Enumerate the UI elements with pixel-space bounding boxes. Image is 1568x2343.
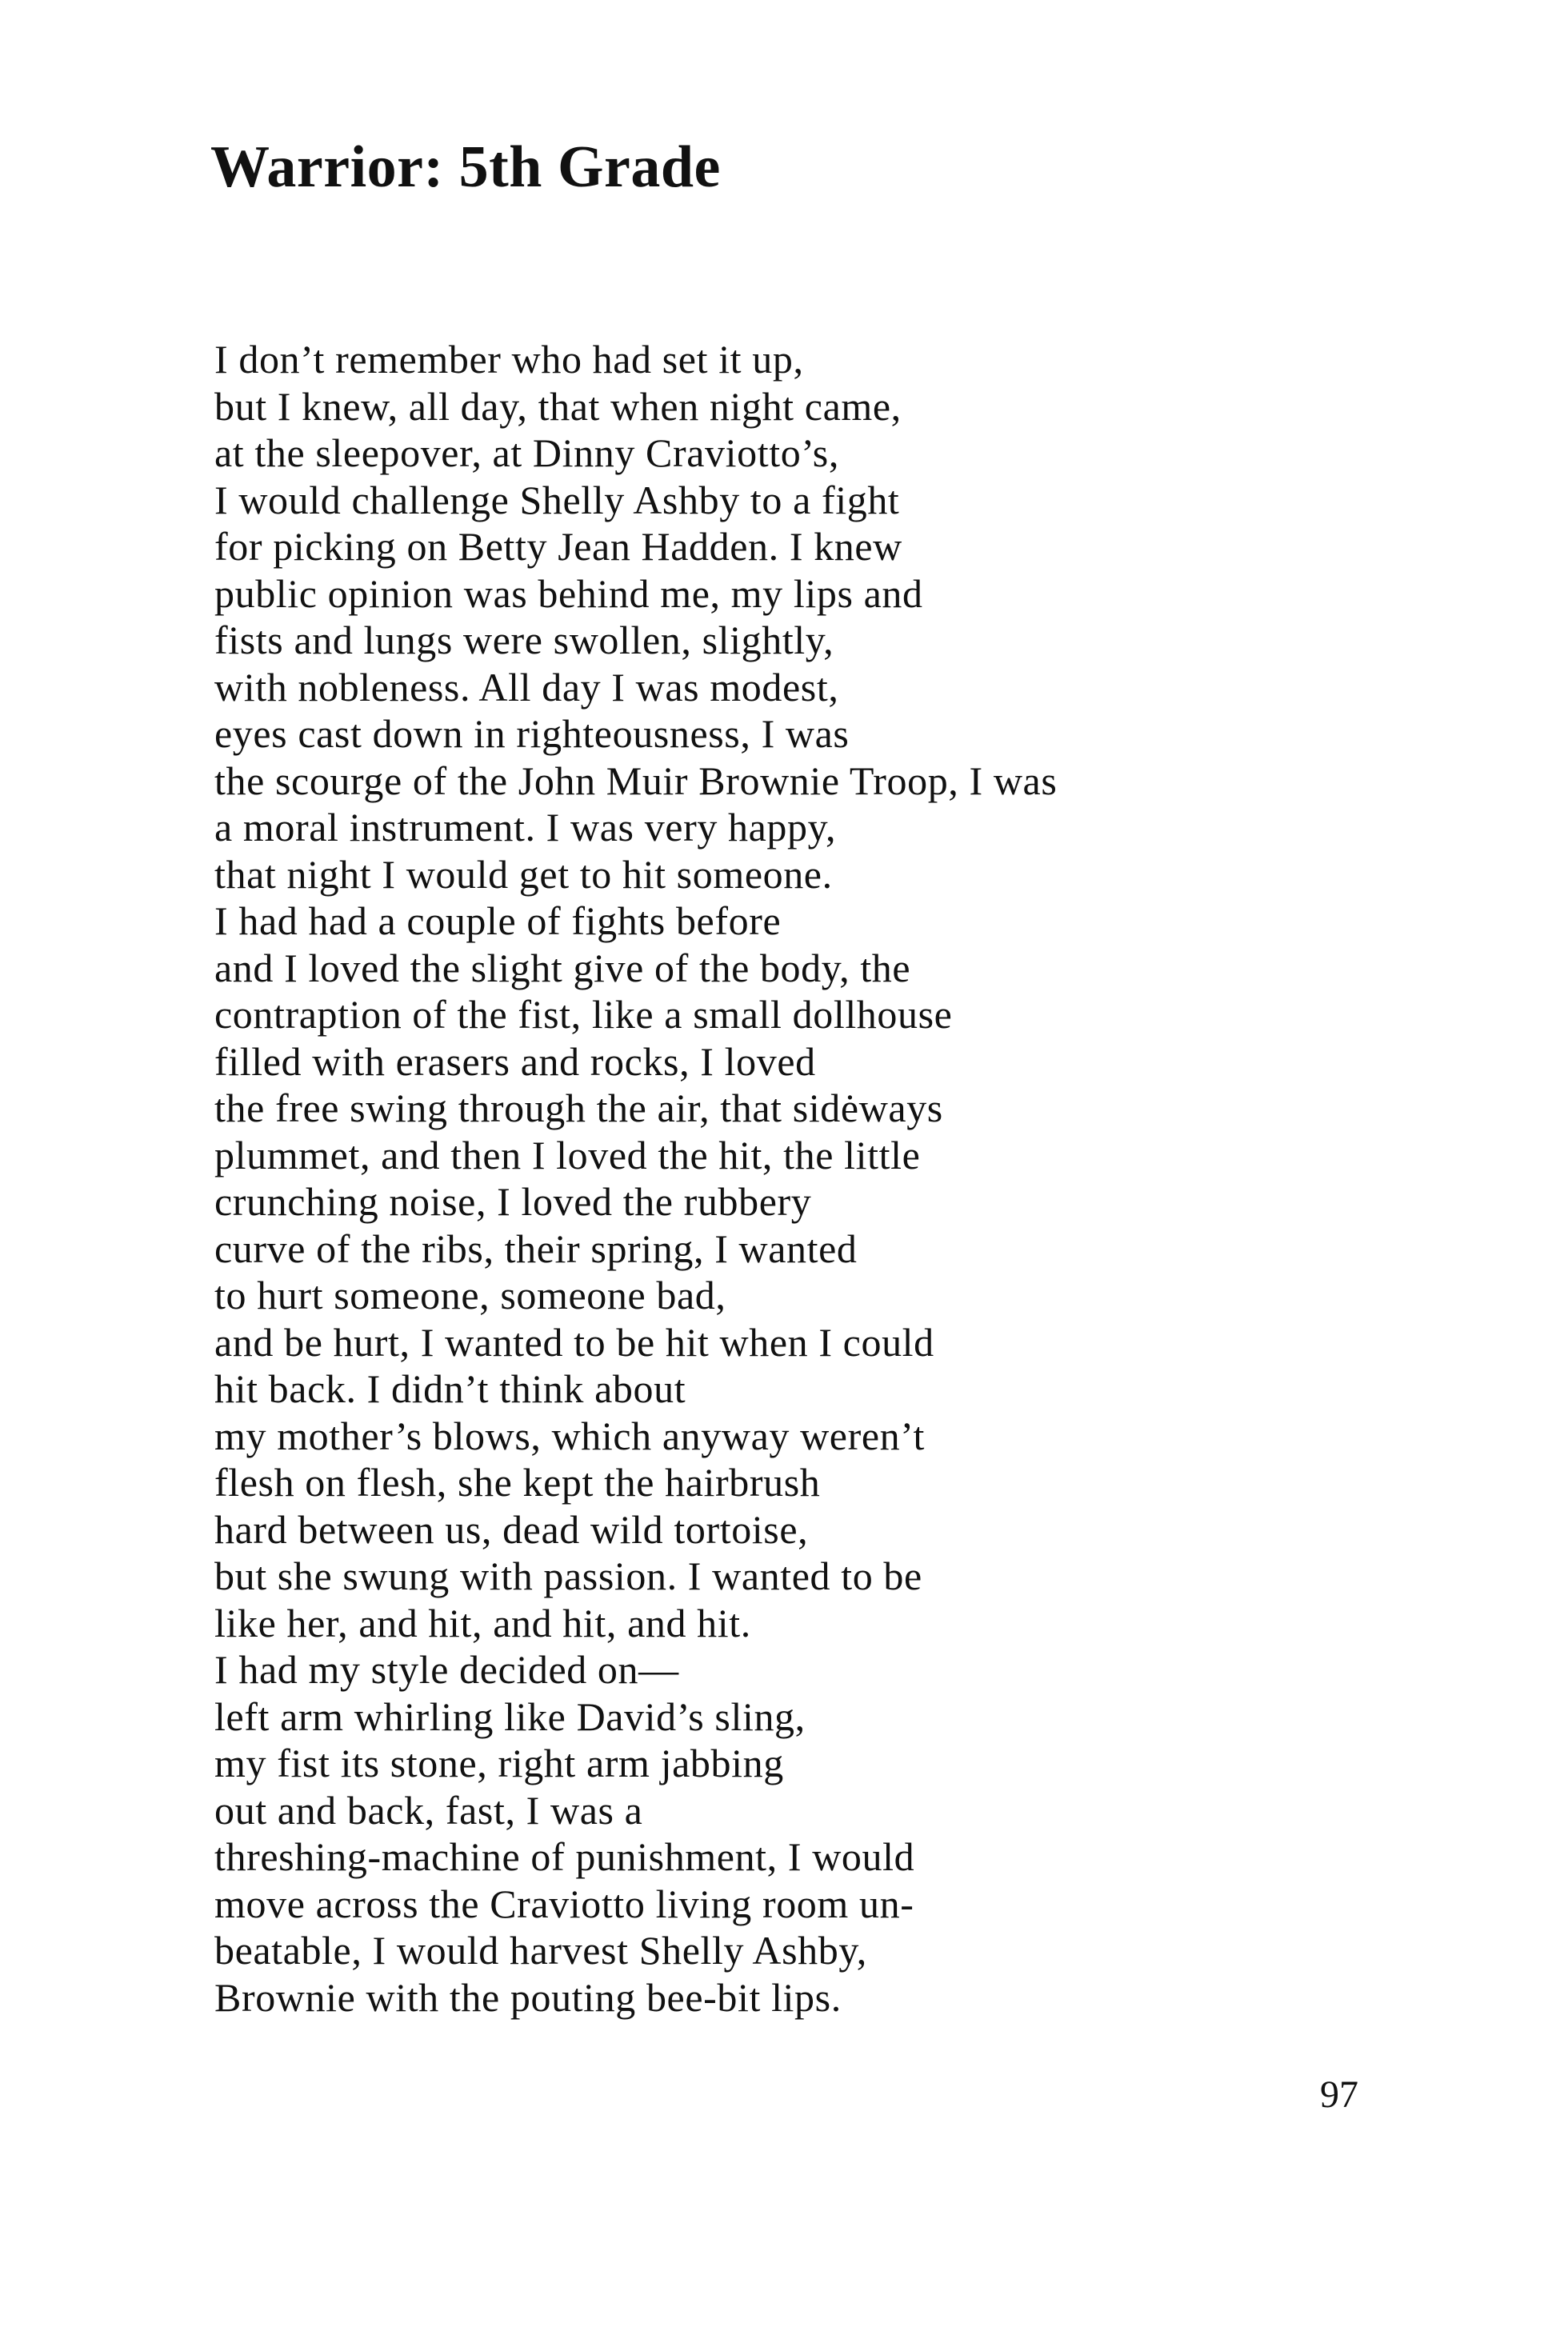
poem-line: I would challenge Shelly Ashby to a fight bbox=[214, 477, 900, 522]
poem-line: my fist its stone, right arm jabbing bbox=[214, 1741, 784, 1785]
poem-line: plummet, and then I loved the hit, the little bbox=[214, 1132, 921, 1177]
poem-line: eyes cast down in righteousness, I was bbox=[214, 711, 850, 756]
poem-line: to hurt someone, someone bad, bbox=[214, 1273, 726, 1317]
poem-line: a moral instrument. I was very happy, bbox=[214, 805, 837, 850]
poem-line: that night I would get to hit someone. bbox=[214, 851, 833, 897]
poem-line: and I loved the slight give of the body, the bbox=[214, 945, 911, 990]
poem-line: but she swung with passion. I wanted to be bbox=[214, 1553, 922, 1598]
poem-line: contraption of the fist, like a small dollhouse bbox=[214, 992, 953, 1037]
poem-line: curve of the ribs, their spring, I wanted bbox=[214, 1225, 858, 1271]
poem-title: Warrior: 5th Grade bbox=[210, 134, 721, 200]
poem-line: I don’t remember who had set it up, bbox=[214, 337, 804, 382]
poem-line: with nobleness. All day I was modest, bbox=[214, 664, 839, 710]
poem-line: public opinion was behind me, my lips and bbox=[214, 570, 923, 616]
poem-line: threshing-machine of punishment, I would bbox=[214, 1834, 915, 1879]
poem-line: the scourge of the John Muir Brownie Troop, I was bbox=[214, 758, 1058, 803]
poem-line: crunching noise, I loved the rubbery bbox=[214, 1179, 812, 1224]
poem-line: I had my style decided on— bbox=[214, 1647, 679, 1692]
poem-line: hit back. I didn’t think about bbox=[214, 1366, 686, 1411]
page-number: 97 bbox=[1320, 2073, 1358, 2116]
poem-line: and be hurt, I wanted to be hit when I could bbox=[214, 1319, 934, 1365]
poem-line: the free swing through the air, that sidėways bbox=[214, 1086, 943, 1130]
poem-line: beatable, I would harvest Shelly Ashby, bbox=[214, 1928, 867, 1973]
poem-line: out and back, fast, I was a bbox=[214, 1787, 643, 1833]
poem-line: flesh on flesh, she kept the hairbrush bbox=[214, 1460, 821, 1505]
poem-body bbox=[214, 336, 1057, 2021]
poem-line: at the sleepover, at Dinny Craviotto’s, bbox=[214, 430, 839, 475]
poem-line: but I knew, all day, that when night came, bbox=[214, 383, 902, 429]
poem-line: I had had a couple of fights before bbox=[214, 898, 782, 943]
poem-line: Brownie with the pouting bee-bit lips. bbox=[214, 1974, 842, 2020]
poem-line: move across the Craviotto living room un- bbox=[214, 1881, 914, 1926]
poem-line: fists and lungs were swollen, slightly, bbox=[214, 618, 834, 662]
poem-line: for picking on Betty Jean Hadden. I knew bbox=[214, 524, 902, 569]
poem-line: filled with erasers and rocks, I loved bbox=[214, 1038, 816, 1084]
poem-line: like her, and hit, and hit, and hit. bbox=[214, 1600, 751, 1645]
poem-line: left arm whirling like David’s sling, bbox=[214, 1693, 806, 1739]
poem-line: my mother’s blows, which anyway weren’t bbox=[214, 1413, 926, 1458]
poem-line: hard between us, dead wild tortoise, bbox=[214, 1506, 809, 1552]
